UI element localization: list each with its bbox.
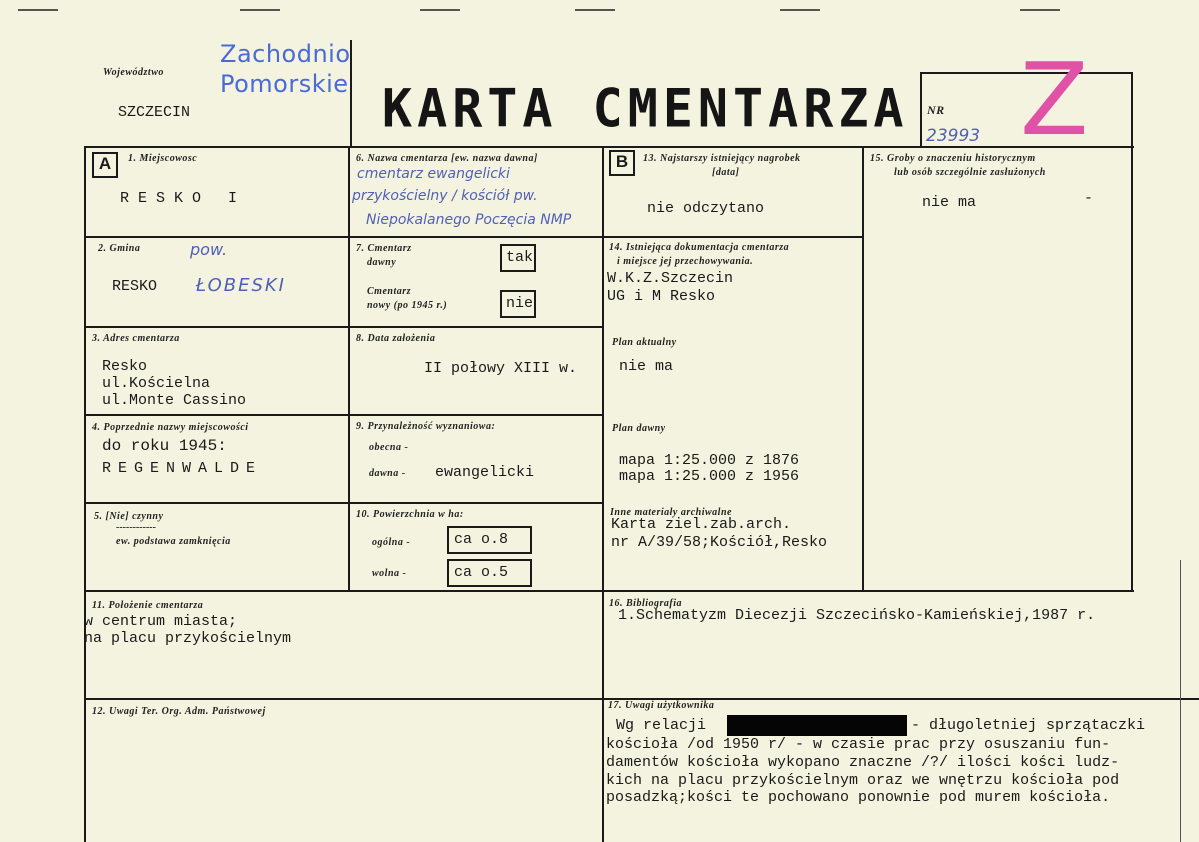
grid-line <box>1131 72 1133 592</box>
field-11-label: 11. Położenie cmentarza <box>92 600 204 611</box>
grid-line <box>84 236 604 238</box>
plan-current-value: nie ma <box>619 358 674 375</box>
field-6-line-1: cmentarz ewangelicki <box>357 166 510 182</box>
stamp-line-1: Zachodnio <box>220 40 351 68</box>
field-7-dawny-value: tak <box>500 244 536 272</box>
plan-former-line-2: mapa 1:25.000 z 1956 <box>619 468 800 485</box>
nr-label: NR <box>927 103 945 117</box>
field-2-label: 2. Gmina <box>98 243 141 254</box>
field-17-line-5: posadzką;kości te pochowano ponownie pod murem kościoła. <box>606 789 1111 806</box>
other-materials-line-1: Karta ziel.zab.arch. <box>611 516 792 533</box>
grid-line <box>862 146 864 592</box>
field-2-hand-value: ŁOBESKI <box>196 275 286 296</box>
plan-former-label: Plan dawny <box>612 423 666 434</box>
field-5-sublabel: ew. podstawa zamknięcia <box>116 536 231 547</box>
field-6-line-3: Niepokalanego Poczęcia NMP <box>366 212 572 228</box>
voivodeship-value: SZCZECIN <box>118 104 191 121</box>
section-b-box: B <box>609 150 635 176</box>
field-17-line-1b: - długoletniej sprzątaczki <box>911 717 1146 734</box>
voivodeship-label: Województwo <box>103 67 164 78</box>
field-7-label: 7. Cmentarz <box>356 243 412 254</box>
field-9-former-value: ewangelicki <box>435 464 535 481</box>
other-materials-label: Inne materiały archiwalne <box>610 507 732 518</box>
field-16-label: 16. Bibliografia <box>609 598 683 609</box>
page-title: KARTA CMENTARZA <box>382 78 909 139</box>
top-edge-mark <box>18 9 58 11</box>
field-4-line-2: REGENWALDE <box>102 460 263 477</box>
field-7-dawny-label: dawny <box>367 257 397 268</box>
field-14-line-1: W.K.Z.Szczecin <box>607 270 734 287</box>
field-14-line-2: UG i M Resko <box>607 288 716 305</box>
field-17-line-4: kich na placu przykościelnym oraz we wnętrzu kościoła pod <box>606 772 1120 789</box>
top-edge-mark <box>240 9 280 11</box>
field-3-label: 3. Adres cmentarza <box>92 333 180 344</box>
field-7-nowy-sublabel: nowy (po 1945 r.) <box>367 300 448 311</box>
top-edge-mark <box>420 9 460 11</box>
field-6-line-2: przykościelny / kościół pw. <box>352 188 538 204</box>
field-7-nowy-value: nie <box>500 290 536 318</box>
plan-former-line-1: mapa 1:25.000 z 1876 <box>619 452 800 469</box>
field-5-label: 5. [Nie] czynny <box>94 511 164 522</box>
field-8-label: 8. Data założenia <box>356 333 436 344</box>
field-9-label: 9. Przynależność wyznaniowa: <box>356 421 496 432</box>
field-10-free-value: ca o.5 <box>447 559 532 587</box>
top-edge-mark <box>1020 9 1060 11</box>
field-17-line-1a: Wg relacji <box>616 717 707 734</box>
grid-line <box>920 72 922 148</box>
grid-line <box>84 146 86 842</box>
field-5-dashes: ------------ <box>116 522 156 533</box>
grid-line <box>84 414 604 416</box>
field-17-line-3: damentów kościoła wykopano znaczne /?/ ilości kości ludz- <box>606 754 1120 771</box>
field-13-sublabel: [data] <box>712 167 740 178</box>
field-17-line-2: kościoła /od 1950 r/ - w czasie prac przy osuszaniu fun- <box>606 736 1111 753</box>
grid-line <box>348 146 350 592</box>
grid-line <box>84 590 1134 592</box>
field-9-former-label: dawna - <box>369 468 406 479</box>
field-10-total-label: ogólna - <box>372 537 411 548</box>
plan-current-label: Plan aktualny <box>612 337 677 348</box>
field-6-label: 6. Nazwa cmentarza [ew. nazwa dawna] <box>356 153 538 164</box>
field-1-label: 1. Miejscowosc <box>128 153 198 164</box>
other-materials-line-2: nr A/39/58;Kościół,Resko <box>611 534 828 551</box>
field-8-value: II połowy XIII w. <box>424 360 578 377</box>
grid-line <box>84 146 1134 148</box>
field-11-line-2: na placu przykościelnym <box>84 630 292 647</box>
field-3-line-1: Resko <box>102 358 148 375</box>
field-10-free-label: wolna - <box>372 568 407 579</box>
field-16-value: 1.Schematyzm Diecezji Szczecińsko-Kamieńskiej,1987 r. <box>618 607 1096 624</box>
nr-value: 23993 <box>926 126 981 146</box>
field-13-label: 13. Najstarszy istniejący nagrobek <box>643 153 801 164</box>
field-13-value: nie odczytano <box>647 200 765 217</box>
field-15-value: nie ma <box>922 194 977 211</box>
field-14-sublabel: i miejsce jej przechowywania. <box>617 256 754 267</box>
category-letter: Z <box>1020 41 1089 158</box>
field-15-label: 15. Groby o znaczeniu historycznym <box>870 153 1036 164</box>
grid-line <box>1180 560 1181 842</box>
field-4-label: 4. Poprzednie nazwy miejscowości <box>92 422 249 433</box>
field-12-label: 12. Uwagi Ter. Org. Adm. Państwowej <box>92 706 266 717</box>
field-4-line-1: do roku 1945: <box>102 437 227 455</box>
field-17-label: 17. Uwagi użytkownika <box>608 700 715 711</box>
field-9-current-label: obecna - <box>369 442 409 453</box>
grid-line <box>84 502 604 504</box>
field-15-dash: - <box>1084 190 1094 207</box>
stamp-line-2: Pomorskie <box>220 70 349 98</box>
field-7-nowy-label: Cmentarz <box>367 286 412 297</box>
grid-line <box>602 146 604 842</box>
field-2-hand-label: pow. <box>190 240 228 259</box>
top-edge-mark <box>575 9 615 11</box>
section-a-box: A <box>92 152 118 178</box>
field-15-sublabel: lub osób szczególnie zasłużonych <box>894 167 1046 178</box>
grid-line <box>602 236 864 238</box>
field-3-line-3: ul.Monte Cassino <box>102 392 247 409</box>
top-edge-mark <box>780 9 820 11</box>
field-11-line-1: w centrum miasta; <box>84 613 238 630</box>
field-14-label: 14. Istniejąca dokumentacja cmentarza <box>609 242 790 253</box>
field-10-total-value: ca o.8 <box>447 526 532 554</box>
field-1-value: RESKO I <box>120 190 247 207</box>
field-10-label: 10. Powierzchnia w ha: <box>356 509 464 520</box>
redaction-bar <box>727 715 907 736</box>
field-2-value: RESKO <box>112 278 158 295</box>
field-3-line-2: ul.Kościelna <box>102 375 211 392</box>
grid-line <box>84 326 604 328</box>
